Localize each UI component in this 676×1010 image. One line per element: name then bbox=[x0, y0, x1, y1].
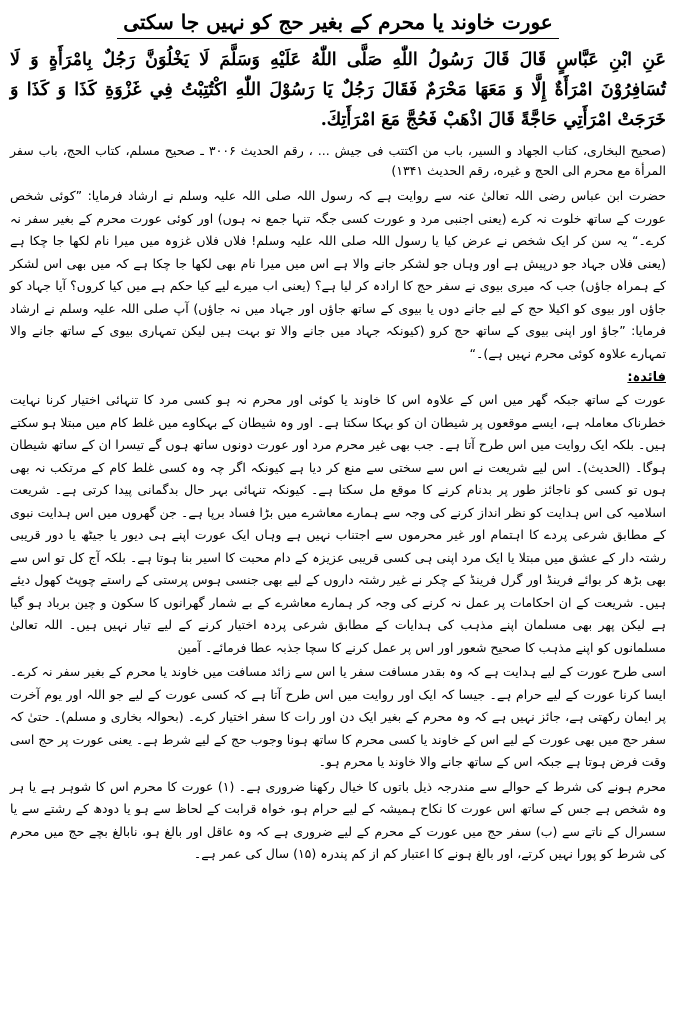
hadith-reference: (صحیح البخاری، کتاب الجهاد و السیر، باب من اکتتب فی جیش ... ، رقم الحدیث ۳۰۰۶ ـ صحیح مسلم، کتاب الحج، باب سفر المرأة مع محرم الی الحج و غیره، رقم الحدیث ۱۳۴۱) bbox=[10, 143, 666, 178]
page-title: عورت خاوند یا محرم کے بغیر حج کو نہیں جا سکتی bbox=[117, 8, 558, 39]
paragraph-2: اسی طرح عورت کے لیے ہدایت ہے کہ وہ بقدر مسافت سفر یا اس سے زائد مسافت میں خاوند یا محرم کے بغیر سفر نہ کرے۔ ایسا کرنا عورت کے لیے حرام ہے۔ جیسا کہ ایک اور روایت میں اس طرح آتا ہے کہ کسی عورت کے لیے جو اللہ اور یوم آخرت پر ایمان رکھتی ہے، جائز نہیں ہے کہ وہ محرم کے بغیر ایک دن اور رات کا سفر اختیار کرے۔ (بحوالہ بخاری و مسلم)۔ حتیٰ کہ سفر حج میں بھی عورت کے لیے اس کے خاوند یا کسی محرم کا ساتھ ہونا وجوب حج کے لیے شرط ہے۔ یعنی عورت پر حج اسی وقت فرض ہوتا ہے جبکہ اس کے ساتھ جانے والا خاوند یا محرم ہو۔ bbox=[10, 664, 666, 769]
hadith-translation: حضرت ابن عباس رضی اللہ تعالیٰ عنہ سے روایت ہے کہ رسول اللہ صلی اللہ علیہ وسلم نے ارشاد فرمایا: ”کوئی شخص عورت کے ساتھ خلوت نہ کرے (یعنی اجنبی مرد و عورت کسی جگہ تنہا جمع نہ ہوں) اور کوئی عورت محرم کے بغیر سفر نہ کرے۔“ یہ سن کر ایک شخص نے عرض کیا یا رسول اللہ صلی اللہ علیہ وسلم! فلاں فلاں غزوہ میں میرا نام لکھا جا چکا ہے (یعنی فلاں جہاد جو درپیش ہے اور وہاں جو لشکر جانے والا ہے اس میں میرا نام بھی لکھا جا چکا ہے کہ میں بھی اس لشکر کے ہمراہ جاؤں) جب کہ میری بیوی نے سفر حج کا ارادہ کر لیا ہے؟ (یعنی اب میرے لیے کیا حکم ہے میں کیا کروں؟ آیا جہاد کو جاؤں اور بیوی کو اکیلا حج کے لیے جانے دوں یا بیوی کے ساتھ جاؤں اور جہاد میں نہ جاؤں) آپ صلی اللہ علیہ وسلم نے ارشاد فرمایا: ”جاؤ اور اپنی بیوی کے ساتھ حج کرو (کیونکہ جہاد میں جانے والا تو بہت ہیں لیکن تمہاری بیوی کے ساتھ جانے والا تمہارے علاوہ کوئی محرم نہیں ہے)۔“ bbox=[10, 188, 666, 361]
fayda-heading: فائدہ: bbox=[627, 370, 666, 385]
hadith-arabic-text: عَنِ ابْنِ عَبَّاسٍ قَالَ قَالَ رَسُولُ اللّٰهِ صَلَّى اللّٰهُ عَلَيْهِ وَسَلَّمَ لَا يَخْلُوَنَّ رَجُلٌ بِامْرَأَةٍ وَ لَا تُسَافِرُوْنَ امْرَأَةٌ إِلَّا وَ مَعَهَا مَحْرَمٌ فَقَالَ رَجُلٌ يَا رَسُوْلَ اللّٰهِ اكْتُتِبْتُ فِي غَزْوَةِ كَذَا وَ كَذَا وَ خَرَجَتْ امْرَأَتِي حَاجَّةً قَالَ اذْهَبْ فَحُجَّ مَعَ امْرَأَتِكَ. bbox=[10, 50, 666, 130]
paragraph-1: عورت کے ساتھ جبکہ گھر میں اس کے علاوہ اس کا خاوند یا کوئی اور محرم نہ ہو کسی مرد کا تنہائی اختیار کرنا نہایت خطرناک معاملہ ہے، ایسے موقعوں پر شیطان ان کو بہکا سکتا ہے۔ اور وہ شیطان کے بہکاوے میں غلط کام میں مبتلا ہو سکتے ہیں۔ بلکہ ایک روایت میں اس طرح آتا ہے۔ جب بھی غیر محرم مرد اور عورت دونوں ساتھ ہوں گے تیسرا ان کے ساتھ شیطان ہوگا۔ (الحدیث)۔ اس لیے شریعت نے اس سے سختی سے منع کر دیا ہے کیونکہ اگر چہ وہ کسی غلط کام کے مرتکب نہ بھی ہوں تو کسی کو ناجائز طور پر بدنام کرنے کا موقع مل سکتا ہے۔ کیونکہ تنہائی بہر حال بدگمانی پیدا کرتی ہے۔ شریعت اسلامیہ کی اس ہدایت کو نظر انداز کرنے کی وجہ سے ہمارے معاشرے میں بڑا فساد برپا ہے۔ جن گھروں میں اس ہدایت نبوی کے مطابق شرعی پردے کا اہتمام اور غیر محرموں سے اجتناب نہیں ہے وہاں ایک عورت اپنے ہی دیور یا جیٹھ یا دور قریبی رشتہ دار کے عشق میں مبتلا یا ایک مرد اپنی ہی کسی قریبی عزیزہ کے دام محبت کا اسیر بنا ہوتا ہے۔ بلکہ آج کل تو اس سے بھی بڑھ کر بوائے فرینڈ اور گرل فرینڈ کے چکر نے غیر رشتہ داروں کے لیے بھی جنسی ہوس پرستی کے راستے چوپٹ کھول دیئے ہیں۔ شریعت کے ان احکامات پر عمل نہ کرنے کی وجہ کر ہمارے معاشرے کے بے شمار گھرانوں کا سکون و چین برباد ہو گیا ہے لیکن پھر بھی مسلمان اپنے مذہب کی ہدایات کے مطابق شرعی پردہ اختیار کرنے کے لیے تیار نہیں ہیں۔ اللہ تعالیٰ مسلمانوں کو اپنے مذہب کا صحیح شعور اور اس پر عمل کرنے کا سچا جذبہ عطا فرمائے۔ آمین bbox=[10, 392, 666, 655]
paragraph-3: محرم ہونے کی شرط کے حوالے سے مندرجہ ذیل باتوں کا خیال رکھنا ضروری ہے۔ (۱) عورت کا محرم اس کا شوہر ہے یا ہر وہ شخص ہے جس کے ساتھ اس عورت کا نکاح ہمیشہ کے لیے حرام ہو، خواہ قرابت کے لحاظ سے ہو یا دودھ کے رشتے سے یا سسرال کے ناتے سے (ب) سفر حج میں عورت کے محرم کے لیے ضروری ہے کہ وہ عاقل اور بالغ ہو، نابالغ بچے حج میں محرم کی شرط کو پورا نہیں کرتے، اور بالغ ہونے کا اعتبار کم از کم پندرہ (۱۵) سال کی عمر ہے۔ bbox=[10, 778, 666, 861]
title-wrap bbox=[10, 8, 666, 39]
